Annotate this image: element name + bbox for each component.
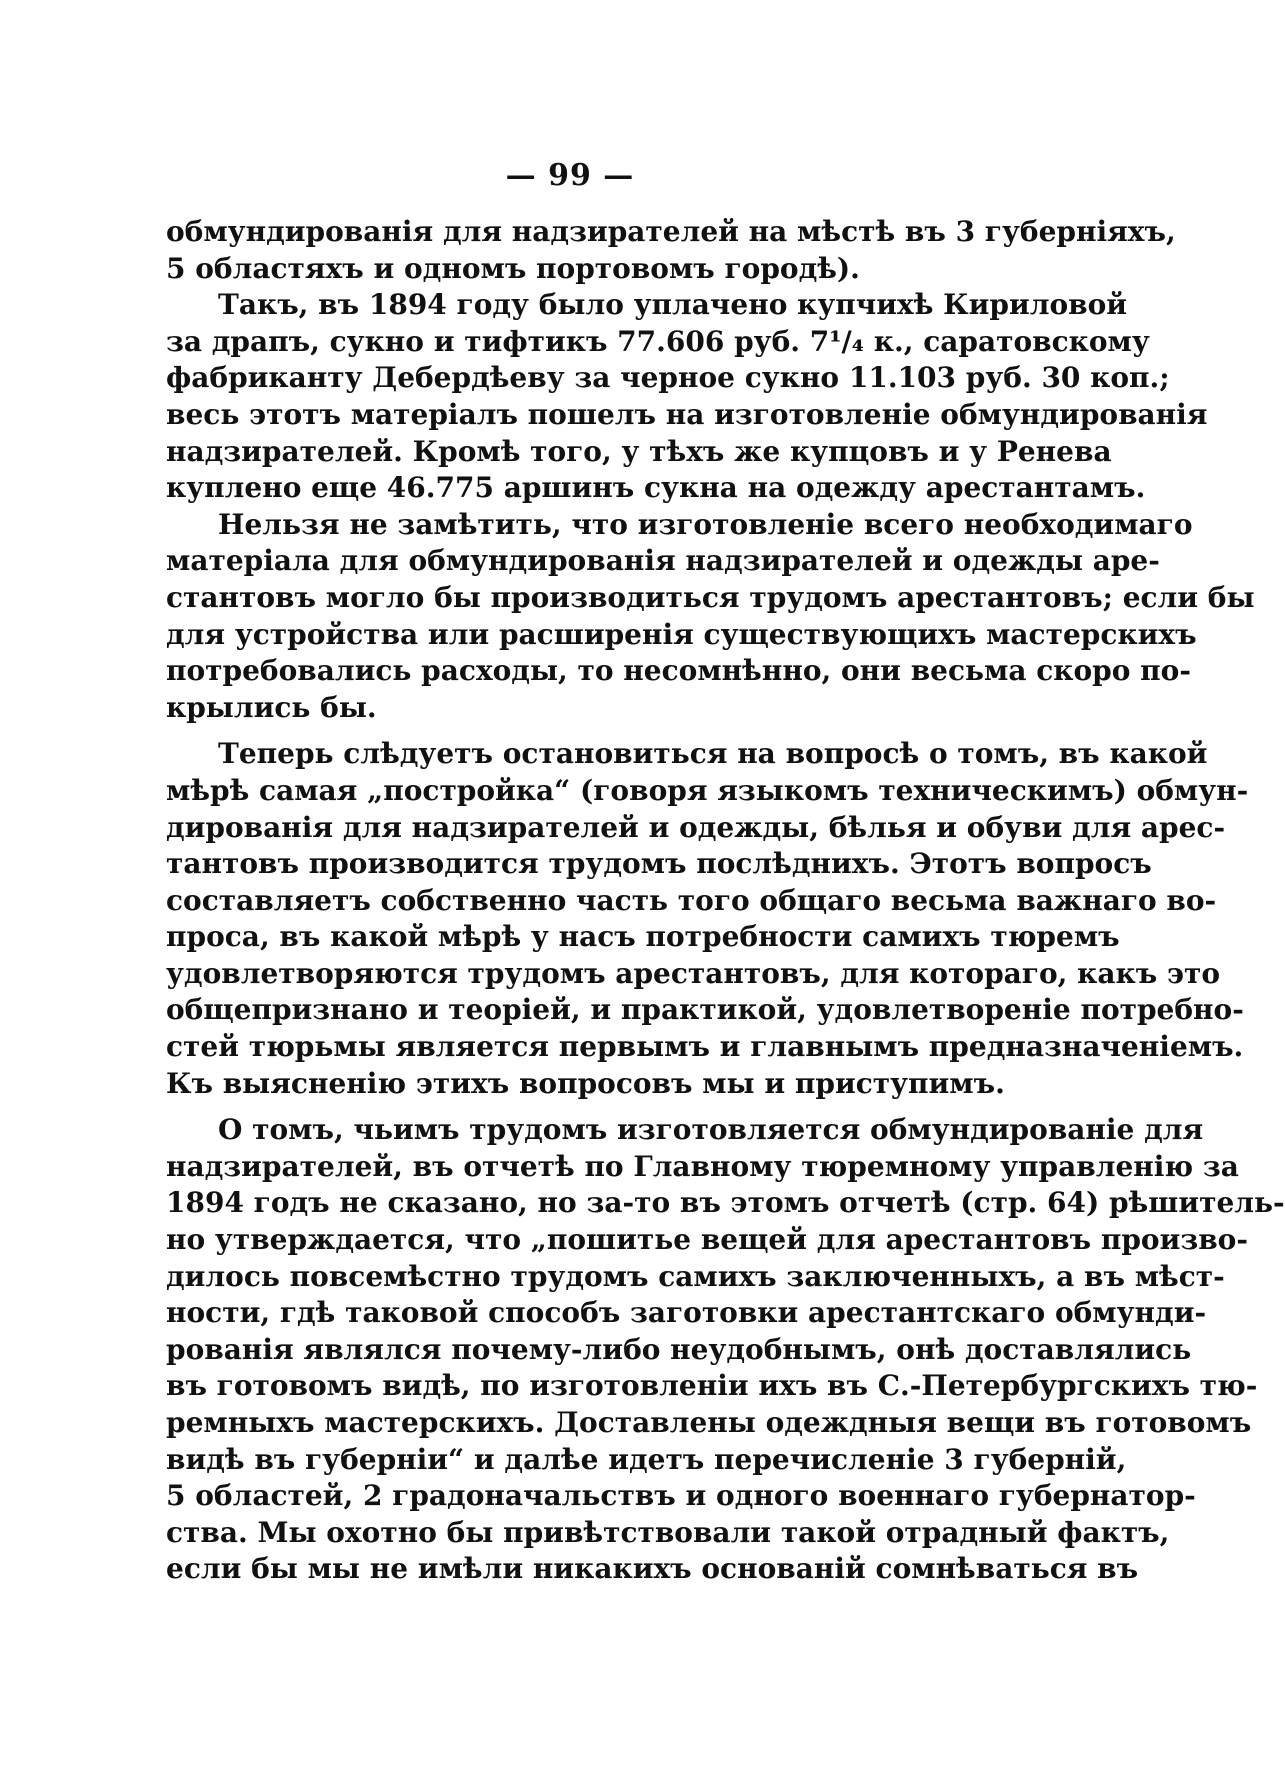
paragraph (166, 1112, 1285, 1588)
text-line: 5 областяхъ и одномъ портовомъ городѣ). (166, 251, 860, 285)
text-line: стантовъ могло бы производиться трудомъ арестантовъ; если бы (166, 580, 1255, 614)
text-line: но утверждается, что „пошитье вещей для арестантовъ произво- (166, 1223, 1248, 1257)
text-line: ства. Мы охотно бы привѣтствовали такой отрадный фактъ, (166, 1515, 1170, 1549)
text-line: 5 областей, 2 градоначальствъ и одного военнаго губернатор- (166, 1479, 1196, 1513)
paragraph-gap (166, 726, 974, 736)
paragraph (166, 287, 1208, 507)
text-line: фабриканту Дебердѣеву за черное сукно 11.103 руб. 30 коп.; (166, 361, 1170, 395)
text-line: 1894 годъ не сказано, но за-то въ этомъ отчетѣ (стр. 64) рѣшитель- (166, 1186, 1285, 1220)
text-line: матеріала для обмундированія надзирателей и одежды аре- (166, 544, 1160, 578)
text-line: если бы мы не имѣли никакихъ основаній сомнѣваться въ (166, 1552, 1139, 1586)
text-line: О томъ, чьимъ трудомъ изготовляется обмундированіе для (218, 1113, 1204, 1147)
text-line: стей тюрьмы является первымъ и главнымъ предназначеніемъ. (166, 1030, 1244, 1064)
text-line: общепризнано и теоріей, и практикой, удовлетвореніе потребно- (166, 993, 1244, 1027)
text-line: ремныхъ мастерскихъ. Доставлены одеждныя вещи въ готовомъ (166, 1406, 1252, 1439)
text-line: куплено еще 46.775 аршинъ сукна на одежду арестантамъ. (166, 471, 1146, 505)
text-line: дилось повсемѣстно трудомъ самихъ заключенныхъ, а въ мѣст- (166, 1259, 1225, 1293)
paragraph (166, 507, 1255, 727)
text-line: въ готовомъ видѣ, по изготовленіи ихъ въ С.-Петербургскихъ тю- (166, 1369, 1258, 1403)
text-line: для устройства или расширенія существующихъ мастерскихъ (166, 617, 1197, 651)
text-line: надзирателей, въ отчетѣ по Главному тюремному управленію за (166, 1149, 1239, 1183)
text-line: весь этотъ матеріалъ пошелъ на изготовленіе обмундированія (166, 397, 1208, 431)
page-number: — 99 — (505, 158, 635, 193)
text-line: проса, въ какой мѣрѣ у насъ потребности самихъ тюремъ (166, 920, 1120, 954)
text-line: дированія для надзирателей и одежды, бѣлья и обуви для арес- (166, 810, 1226, 844)
text-line: крылись бы. (166, 690, 377, 724)
text-line: за драпъ, сукно и тифтикъ 77.606 руб. 7¹/₄ к., саратовскому (166, 324, 1150, 358)
paragraph (166, 214, 1176, 287)
text-line: составляетъ собственно часть того общаго весьма важнаго во- (166, 883, 1217, 917)
text-line: Такъ, въ 1894 году было уплачено купчихѣ Кириловой (218, 288, 1128, 322)
text-line: обмундированія для надзирателей на мѣстѣ въ 3 губерніяхъ, (166, 215, 1176, 248)
text-line: Теперь слѣдуетъ остановиться на вопросѣ о томъ, въ какой (218, 737, 1208, 771)
text-line: ности, гдѣ таковой способъ заготовки арестантскаго обмунди- (166, 1296, 1207, 1330)
text-line: потребовались расходы, то несомнѣнно, они весьма скоро по- (166, 654, 1191, 688)
paragraph (166, 736, 1249, 1102)
text-line: тантовъ производится трудомъ послѣднихъ. Этотъ вопросъ (166, 847, 1152, 881)
page-body (166, 214, 1285, 1588)
paragraph-gap (166, 1102, 974, 1112)
text-line: удовлетворяются трудомъ арестантовъ, для котораго, какъ это (166, 956, 1221, 990)
text-line: рованія являлся почему-либо неудобнымъ, онѣ доставлялись (166, 1332, 1192, 1366)
text-line: мѣрѣ самая „постройка“ (говоря языкомъ техническимъ) обмун- (166, 773, 1249, 807)
text-line: надзирателей. Кромѣ того, у тѣхъ же купцовъ и у Ренева (166, 434, 1112, 468)
text-line: Къ выясненію этихъ вопросовъ мы и приступимъ. (166, 1066, 1005, 1100)
text-line: видѣ въ губерніи“ и далѣе идетъ перечисленіе 3 губерній, (166, 1442, 1127, 1476)
text-line: Нельзя не замѣтить, что изготовленіе всего необходимаго (218, 507, 1193, 541)
